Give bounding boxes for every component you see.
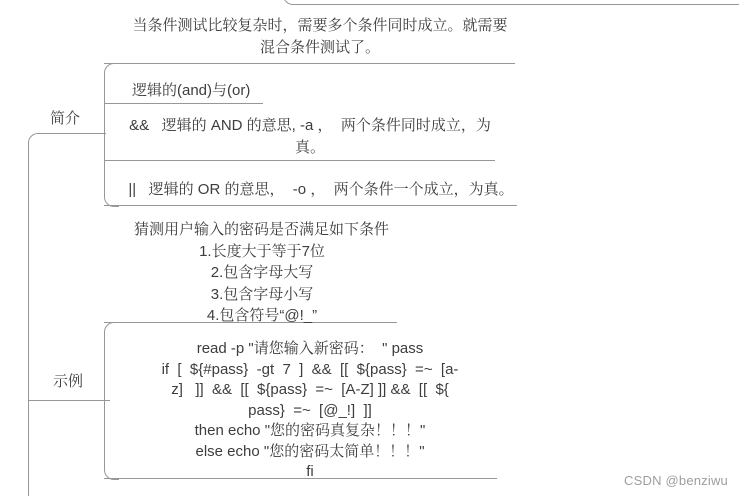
- cut-top-node-underline: [283, 0, 739, 5]
- topic-example-label[interactable]: 示例: [53, 373, 84, 390]
- topic-password-script[interactable]: read -p "请您输入新密码： " pass if [ ${#pass} -gt 7 ] && [[ ${pass} =~ [a- z] ]] && [[ ${pass} =~ [A-Z] ]] && [[ ${ pass} =~ [@_!] ]] then echo "您的密码真复杂！！！" else echo "您的密码太简单！！！" fi: [161, 340, 459, 480]
- topic-logic-and-or[interactable]: 逻辑的(and)与(or): [132, 82, 251, 99]
- example-underline: [29, 400, 110, 401]
- topic-intro-label[interactable]: 简介: [50, 110, 81, 127]
- topic-mixed-condition-note[interactable]: 当条件测试比较复杂时，需要多个条件同时成立。就需要 混合条件测试了。: [132, 17, 508, 56]
- underline-intro-child-4: [104, 205, 517, 206]
- topic-password-conditions[interactable]: 猜测用户输入的密码是否满足如下条件 1.长度大于等于7位 2.包含字母大写 3.包含字母小写 4.包含符号“@!_”: [134, 221, 390, 324]
- csdn-watermark: CSDN @benziwu: [624, 473, 728, 488]
- topic-or-operator[interactable]: || 逻辑的 OR 的意思， -o ， 两个条件一个成立，为真。: [128, 181, 514, 198]
- underline-intro-child-2: [105, 103, 263, 104]
- main-spine: [28, 133, 106, 496]
- topic-and-operator[interactable]: && 逻辑的 AND 的意思, -a ， 两个条件同时成立，为 真。: [129, 117, 491, 156]
- underline-intro-child-1: [104, 63, 515, 64]
- underline-intro-child-3: [105, 160, 495, 161]
